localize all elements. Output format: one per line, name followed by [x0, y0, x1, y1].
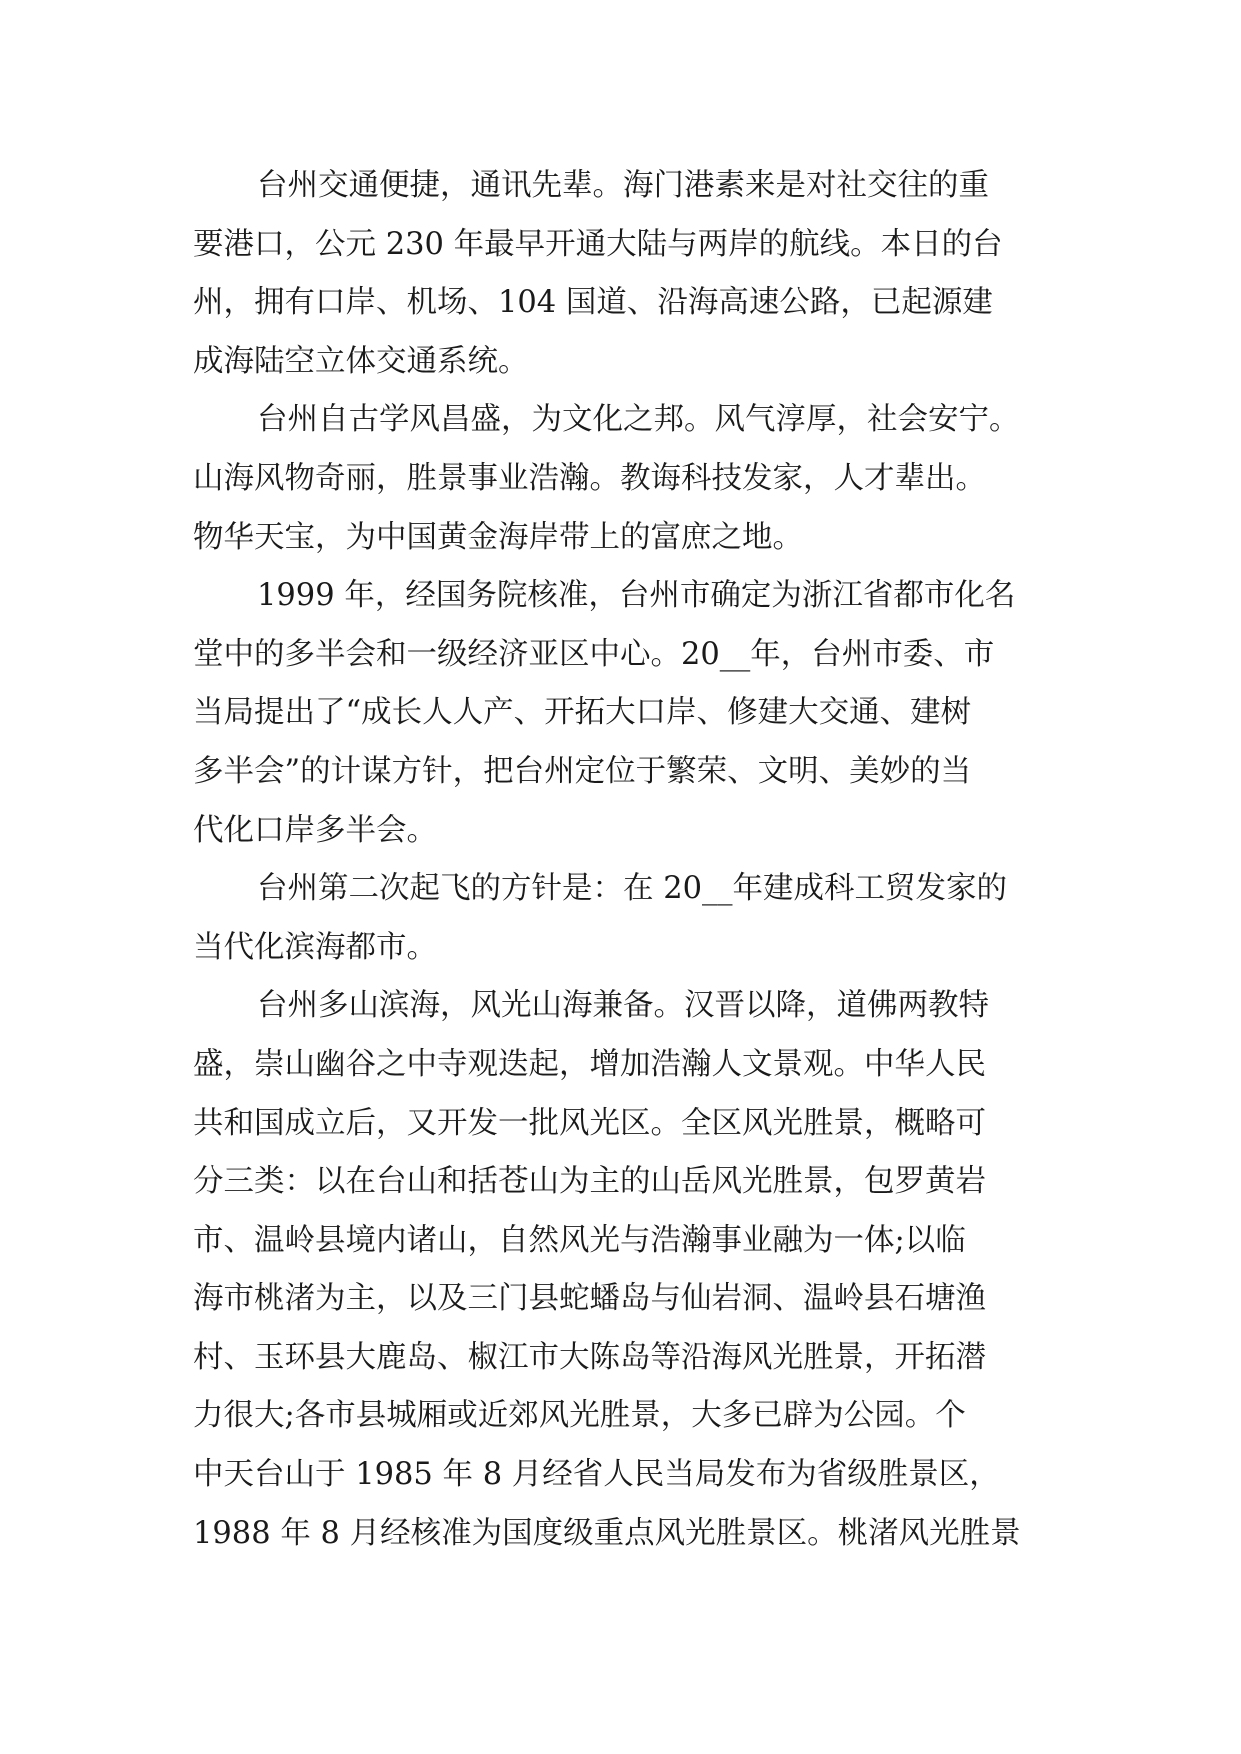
text-line: 海市桃渚为主，以及三门县蛇蟠岛与仙岩洞、温岭县石塘渔	[193, 1281, 986, 1317]
text-line: 当局提出了“成长人人产、开拓大口岸、修建大交通、建树	[193, 695, 972, 731]
document-body	[193, 157, 1053, 1563]
paragraph-second-takeoff	[193, 860, 1053, 977]
text-line: 1999 年，经国务院核准，台州市确定为浙江省都市化名	[257, 578, 1016, 614]
text-line: 要港口，公元 230 年最早开通大陆与两岸的航线。本日的台	[193, 226, 1003, 262]
text-line: 堂中的多半会和一级经济亚区中心。20__年，台州市委、市	[193, 636, 995, 672]
text-line: 当代化滨海都市。	[193, 929, 437, 965]
text-line: 成海陆空立体交通系统。	[193, 343, 529, 379]
paragraph-scenery	[193, 977, 1053, 1563]
text-line: 市、温岭县境内诸山，自然风光与浩瀚事业融为一体;以临	[193, 1222, 966, 1258]
text-line: 多半会”的计谋方针，把台州定位于繁荣、文明、美妙的当	[193, 753, 972, 789]
text-line: 共和国成立后，又开发一批风光区。全区风光胜景，概略可	[193, 1105, 986, 1141]
text-line: 1988 年 8 月经核准为国度级重点风光胜景区。桃渚风光胜景	[193, 1515, 1021, 1551]
text-line: 代化口岸多半会。	[193, 812, 437, 848]
text-line: 台州第二次起飞的方针是：在 20__年建成科工贸发家的	[257, 871, 1008, 907]
paragraph-culture	[193, 391, 1053, 567]
text-line: 台州交通便捷，通讯先辈。海门港素来是对社交往的重	[257, 168, 989, 203]
text-line: 分三类：以在台山和括苍山为主的山岳风光胜景，包罗黄岩	[193, 1164, 986, 1200]
text-line: 物华天宝，为中国黄金海岸带上的富庶之地。	[193, 519, 803, 555]
paragraph-1999	[193, 567, 1053, 860]
text-line: 中天台山于 1985 年 8 月经省人民当局发布为省级胜景区，	[193, 1457, 1000, 1493]
paragraph-transport	[193, 157, 1053, 391]
text-line: 力很大;各市县城厢或近郊风光胜景，大多已辟为公园。个	[193, 1398, 966, 1434]
text-line: 台州自古学风昌盛，为文化之邦。风气淳厚，社会安宁。	[257, 402, 1020, 438]
text-line: 盛，崇山幽谷之中寺观迭起，增加浩瀚人文景观。中华人民	[193, 1046, 986, 1082]
text-line: 台州多山滨海，风光山海兼备。汉晋以降，道佛两教特	[257, 988, 989, 1024]
text-line: 州，拥有口岸、机场、104 国道、沿海高速公路，已起源建	[193, 285, 993, 321]
text-line: 山海风物奇丽，胜景事业浩瀚。教诲科技发家，人才辈出。	[193, 460, 986, 496]
text-line: 村、玉环县大鹿岛、椒江市大陈岛等沿海风光胜景，开拓潜	[193, 1339, 986, 1375]
